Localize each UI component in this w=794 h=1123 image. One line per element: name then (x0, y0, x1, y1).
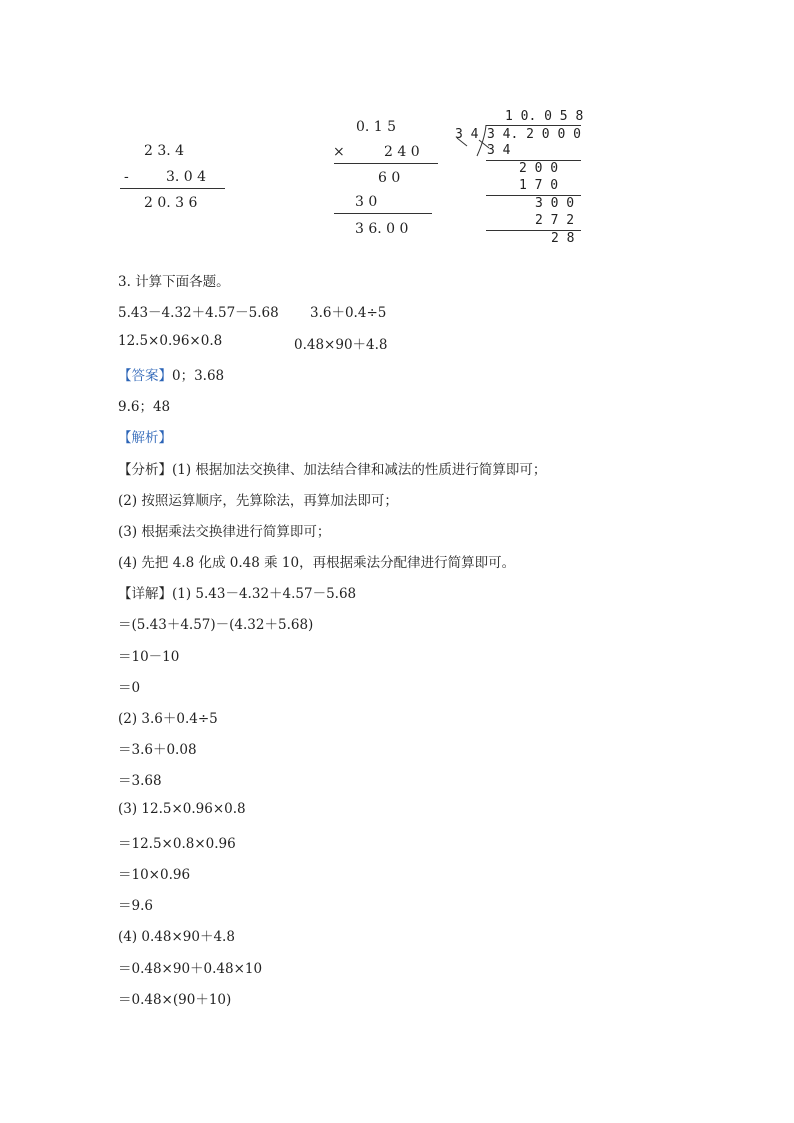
detail-1-step-3: ＝0 (118, 680, 141, 696)
div-step-2: 2 0 0 (519, 161, 559, 176)
detail-3-step-3: ＝9.6 (118, 898, 153, 914)
answer-line (118, 364, 224, 384)
problem-2: 3.6＋0.4÷5 (310, 305, 387, 321)
detail-1-step-1: ＝(5.43＋4.57)－(4.32＋5.68) (118, 617, 314, 633)
div-dividend: 3 4. 2 0 0 0 (487, 127, 581, 142)
fenxi-line-2: (2) 按照运算顺序，先算除法，再算加法即可； (118, 493, 398, 509)
detail-1-step-2: ＝10－10 (118, 649, 180, 665)
div-divisor: 3 4 (455, 127, 479, 142)
mul-operator: × (333, 144, 345, 160)
sub-row2: 3. 0 4 (166, 169, 207, 185)
detail-2-step-2: ＝3.68 (118, 773, 162, 789)
detail-3-head: (3) 12.5×0.96×0.8 (118, 801, 246, 817)
div-step-6: 2 8 (551, 231, 575, 246)
detail-line-1 (118, 582, 356, 602)
mul-partial2: 3 0 (355, 194, 378, 210)
detail-3-step-2: ＝10×0.96 (118, 867, 191, 883)
problem-1: 5.43－4.32＋4.57－5.68 (118, 305, 279, 321)
answer-label: 【答案】 (118, 368, 172, 384)
detail-label: 【详解】 (118, 586, 172, 602)
mul-row2: 2 4 0 (384, 144, 420, 160)
mul-rule-2 (334, 213, 432, 214)
detail-2-head: (2) 3.6＋0.4÷5 (118, 711, 218, 727)
question-title: 3. 计算下面各题。 (118, 274, 230, 290)
problem-4: 0.48×90＋4.8 (294, 337, 388, 353)
fenxi-text-1: (1) 根据加法交换律、加法结合律和减法的性质进行简算即可； (172, 462, 547, 478)
fenxi-label: 【分析】 (118, 462, 172, 478)
detail-4-step-1: ＝0.48×90＋0.48×10 (118, 961, 263, 977)
detail-4-head: (4) 0.48×90＋4.8 (118, 929, 235, 945)
sub-row1: 2 3. 4 (144, 143, 185, 159)
detail-2-step-1: ＝3.6＋0.08 (118, 742, 197, 758)
detail-4-step-2: ＝0.48×(90＋10) (118, 992, 232, 1008)
fenxi-line-3: (3) 根据乘法交换律进行简算即可； (118, 524, 331, 540)
problem-3: 12.5×0.96×0.8 (118, 333, 223, 349)
mul-row1: 0. 1 5 (356, 119, 397, 135)
div-top-rule (486, 125, 581, 126)
fenxi-line-4: (4) 先把 4.8 化成 0.48 乘 10，再根据乘法分配律进行简算即可。 (118, 555, 516, 571)
analysis-label: 【解析】 (118, 430, 172, 446)
answer-text-1: 0；3.68 (172, 368, 225, 384)
sub-rule (120, 188, 225, 189)
detail-3-step-1: ＝12.5×0.8×0.96 (118, 836, 236, 852)
div-step-1: 3 4 (487, 143, 511, 158)
mul-rule-1 (334, 163, 438, 164)
mul-partial1: 6 0 (378, 170, 401, 186)
div-quotient: 1 0. 0 5 8 (505, 109, 584, 124)
div-step-3: 1 7 0 (519, 178, 559, 193)
fenxi-line-1 (118, 458, 546, 478)
sub-operator: - (124, 169, 129, 185)
detail-1-head: (1) 5.43－4.32＋4.57－5.68 (172, 586, 357, 602)
div-step-5: 2 7 2 (535, 213, 575, 228)
answer-text-2: 9.6；48 (118, 399, 171, 415)
div-step-4: 3 0 0 (535, 196, 575, 211)
mul-result: 3 6. 0 0 (355, 221, 409, 237)
sub-result: 2 0. 3 6 (144, 195, 198, 211)
